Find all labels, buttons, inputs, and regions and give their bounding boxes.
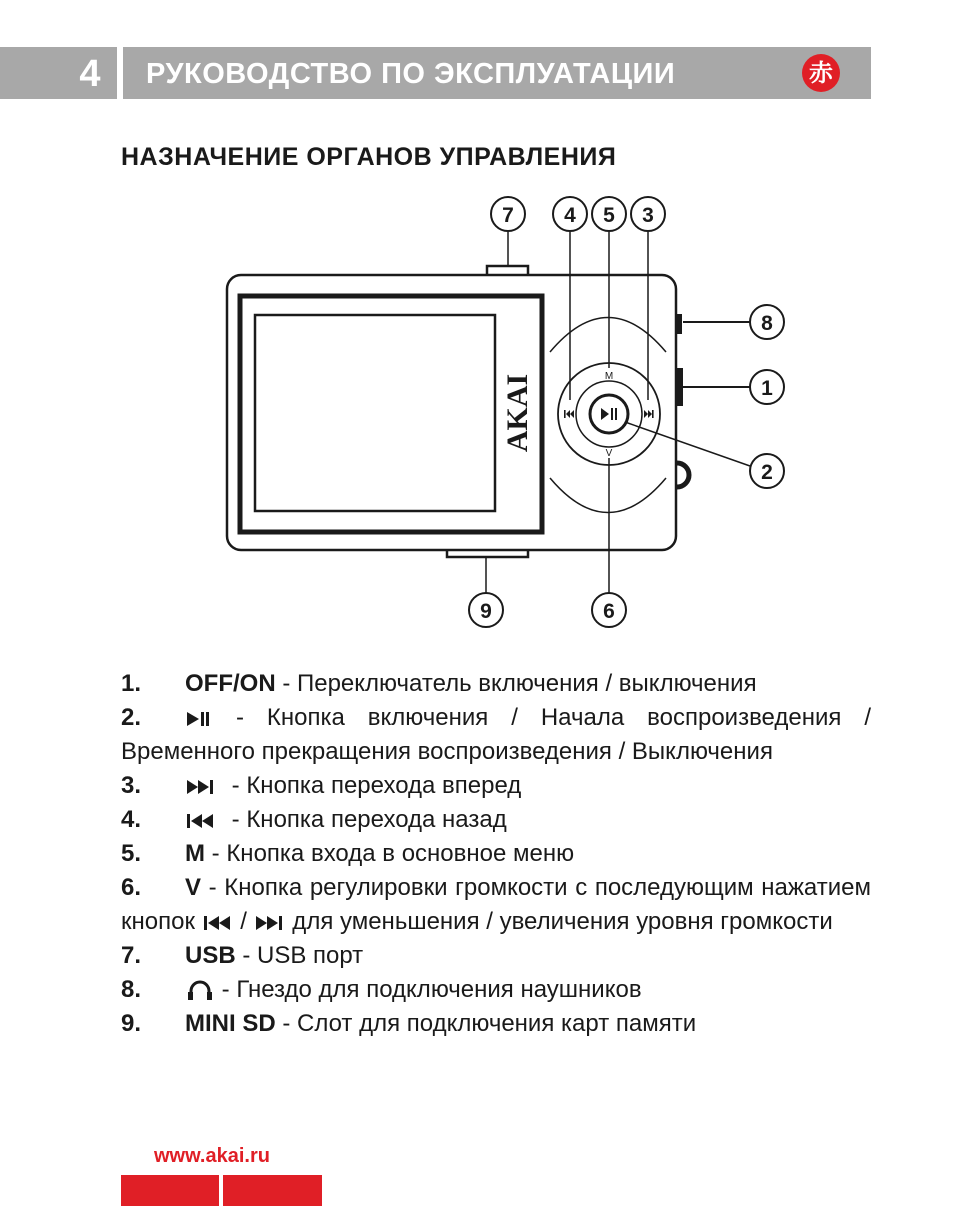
item-text: для уменьшения / увеличения уровня громкости <box>285 908 833 935</box>
item-number: 3. <box>121 772 142 799</box>
device-brand: AKAI <box>501 373 534 453</box>
item-text: - Кнопка включения / Начала воспроизведения / Временного прекращения воспроизведения / Выключения <box>121 704 871 765</box>
prev-icon <box>202 913 234 933</box>
callout-7: 7 <box>502 204 514 227</box>
callout-5: 5 <box>603 204 615 227</box>
callout-2: 2 <box>761 461 773 484</box>
item-number: 4. <box>121 806 142 833</box>
list-item <box>121 803 871 837</box>
item-number: 2. <box>121 704 142 731</box>
website-link[interactable]: www.akai.ru <box>154 1145 270 1167</box>
list-item <box>121 871 871 939</box>
item-key: MINI SD <box>185 1010 276 1037</box>
item-number: 5. <box>121 840 142 867</box>
item-text: - Кнопка входа в основное меню <box>205 840 575 867</box>
volume-label: V <box>605 448 613 459</box>
item-text: - Гнездо для подключения наушников <box>215 976 642 1003</box>
callout-4: 4 <box>564 204 576 227</box>
callout-1: 1 <box>761 377 773 400</box>
section-title: НАЗНАЧЕНИЕ ОРГАНОВ УПРАВЛЕНИЯ <box>121 143 617 171</box>
headphones-icon <box>185 980 215 1002</box>
next-glyph <box>644 410 654 418</box>
device-diagram <box>0 190 954 650</box>
prev-glyph <box>564 410 574 418</box>
play-pause-glyph <box>601 408 617 420</box>
item-text: - Кнопка регулировки громкости с последующим нажатием кнопок <box>121 874 871 935</box>
callout-3: 3 <box>642 204 654 227</box>
item-key: V <box>185 874 202 901</box>
footer-block-left <box>121 1175 219 1206</box>
header-bar <box>0 47 871 99</box>
header-title: РУКОВОДСТВО ПО ЭКСПЛУАТАЦИИ <box>146 58 676 90</box>
item-text: - USB порт <box>235 942 364 969</box>
next-icon <box>185 777 225 797</box>
power-switch <box>676 368 683 406</box>
item-text: - Слот для подключения карт памяти <box>275 1010 697 1037</box>
usb-port <box>487 266 528 275</box>
item-number: 6. <box>121 874 142 901</box>
callout-9: 9 <box>480 600 492 623</box>
callout-8: 8 <box>761 312 773 335</box>
callout-6: 6 <box>603 600 615 623</box>
play-pause-icon <box>185 709 213 729</box>
list-item <box>121 837 871 871</box>
brand-seal-icon <box>801 53 841 93</box>
list-item <box>121 769 871 803</box>
list-item <box>121 973 871 1007</box>
menu-label: M <box>604 371 614 382</box>
item-number: 7. <box>121 942 142 969</box>
screen <box>255 315 495 511</box>
item-number: 1. <box>121 670 142 697</box>
headphone-jack <box>676 314 682 334</box>
list-item <box>121 1007 871 1041</box>
item-number: 8. <box>121 976 142 1003</box>
screen-bezel <box>240 296 542 532</box>
item-key: M <box>185 840 205 867</box>
list-item <box>121 939 871 973</box>
item-text: - Кнопка перехода назад <box>225 806 507 833</box>
item-separator: / <box>233 908 254 935</box>
item-text: - Переключатель включения / выключения <box>275 670 757 697</box>
list-item <box>121 667 871 701</box>
controls-list <box>121 667 871 1041</box>
page-number: 4 <box>79 53 101 95</box>
item-number: 9. <box>121 1010 142 1037</box>
list-item <box>121 701 871 769</box>
item-text: - Кнопка перехода вперед <box>225 772 522 799</box>
header-divider <box>117 47 123 99</box>
seal-glyph: 赤 <box>809 59 833 87</box>
lanyard-hook <box>677 463 689 487</box>
item-key: USB <box>185 942 236 969</box>
next-icon <box>254 913 286 933</box>
prev-icon <box>185 811 225 831</box>
item-key: OFF/ON <box>185 670 276 697</box>
footer-block-right <box>223 1175 322 1206</box>
